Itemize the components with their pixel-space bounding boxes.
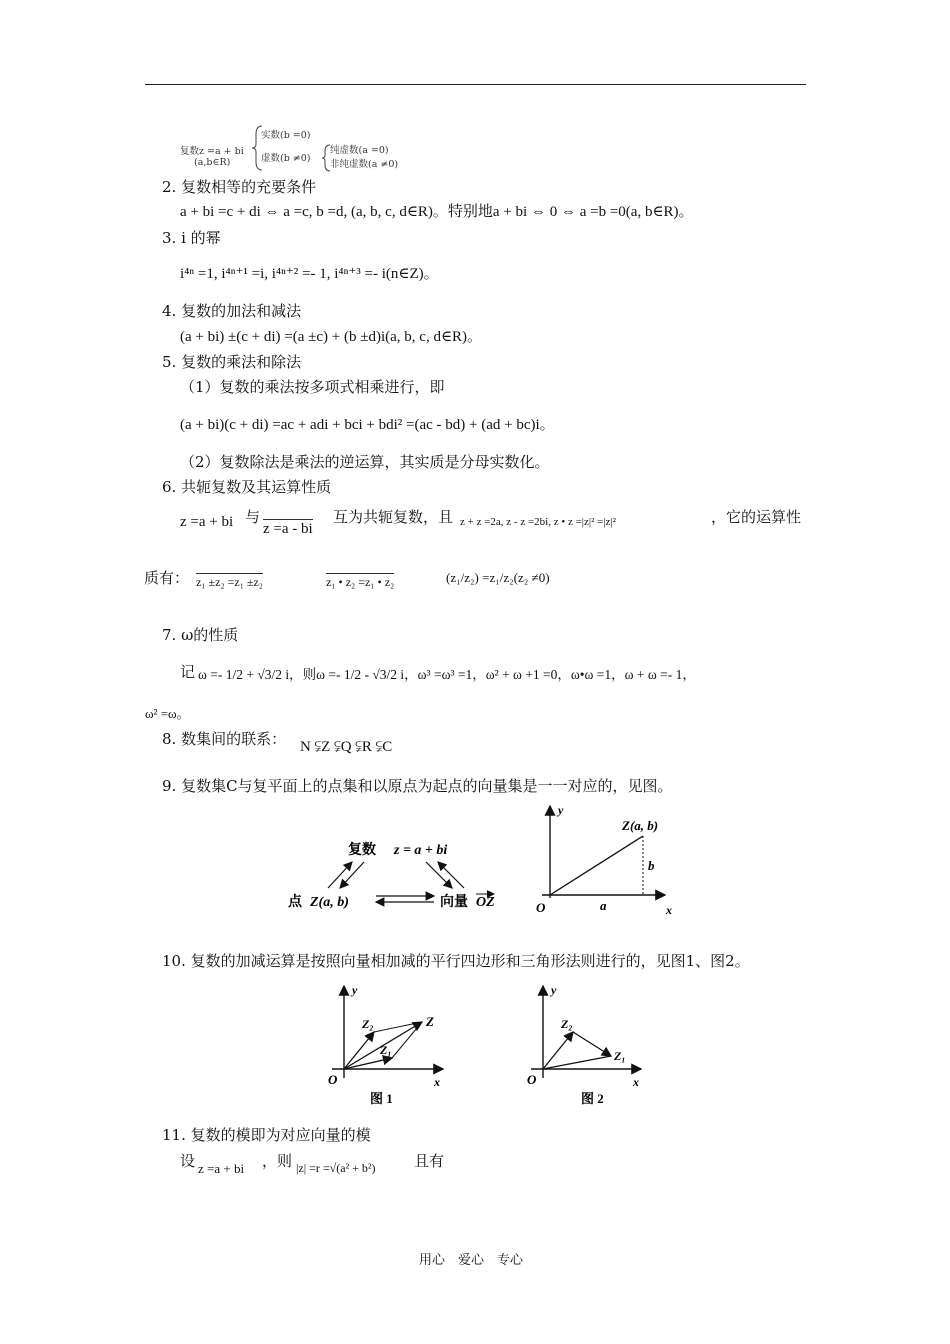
s11-she: 设 xyxy=(180,1152,196,1170)
s8-title: 8. 数集间的联系： xyxy=(162,730,287,748)
s9-correspondence-diagram xyxy=(280,830,510,920)
s2-line: a + bi =c + di ⇔ a =c, b =d, (a, b, c, d∈R)。特别地a + bi ⇔ 0 ⇔ a =b =0(a, b∈R)。 xyxy=(180,204,694,220)
fig1-z1: Z₁ xyxy=(380,1043,392,1057)
s7-ji: 记 xyxy=(180,663,196,681)
s6-props: z + z =2a, z - z =2bi, z • z =|z|² =|z|² xyxy=(460,516,616,528)
s10-figure-1 xyxy=(318,978,458,1110)
s6-rule2: z₁ • z₂ =z₁ • z₂ xyxy=(326,575,395,589)
s6-rule3: (z₁/z₂) =z₁/z₂(z₂ ≠0) xyxy=(446,570,550,585)
fig2-o: O xyxy=(527,1072,537,1087)
s4-title: 4. 复数的加法和减法 xyxy=(162,302,302,320)
s3-title: 3. i 的幂 xyxy=(162,229,221,247)
classify-imag: 虚数(b ≠0) xyxy=(261,153,311,164)
s7-line1: ω =- 1/2 + √3/2 i，则ω =- 1/2 - √3/2 i，ω³ =ω³ =1，ω² + ω +1 =0，ω•ω =1，ω + ω =- 1， xyxy=(198,667,696,682)
s9-zeq: z = a + bi xyxy=(394,843,448,858)
s6-zbar: z =a - bi xyxy=(263,521,313,537)
fig1-y: y xyxy=(352,983,358,997)
s9-arrow-up-right xyxy=(438,862,464,888)
s10-figure-2 xyxy=(515,978,655,1110)
fig2-caption: 图 2 xyxy=(581,1091,604,1106)
fig1-z: Z xyxy=(426,1014,434,1029)
s11-mod: |z| =r =√(a² + b²) xyxy=(296,1161,376,1175)
s10-title: 10. 复数的加减运算是按照向量相加减的平行四边形和三角形法则进行的，见图1、图2。 xyxy=(162,952,750,970)
s9-oz: OZ xyxy=(476,895,495,910)
s9-zab: Z(a, b) xyxy=(310,895,349,910)
fig1-z2: Z₂ xyxy=(362,1017,374,1031)
s6-yu: 与 xyxy=(245,508,261,526)
s9-plot-x: x xyxy=(666,903,672,917)
fig2-x: x xyxy=(633,1075,639,1089)
s6-title: 6. 共轭复数及其运算性质 xyxy=(162,478,332,496)
classify-pure: 纯虚数(a =0) xyxy=(330,145,389,156)
s9-arrow-down-right xyxy=(426,862,452,888)
s5-formula: (a + bi)(c + di) =ac + adi + bci + bdi² =(ac - bd) + (ad + bc)i。 xyxy=(180,417,555,433)
s7-line2: ω² =ω。 xyxy=(145,706,190,721)
s9-plot-y: y xyxy=(558,803,564,817)
fig2-vector-z1 xyxy=(543,1056,611,1069)
s11-title: 11. 复数的模即为对应向量的模 xyxy=(162,1126,371,1144)
fig1-o: O xyxy=(328,1072,338,1087)
s6-tail: ，它的运算性 xyxy=(711,508,802,526)
header-rule xyxy=(145,84,806,85)
fig2-vector-z2 xyxy=(543,1032,573,1069)
s5-p1: （1）复数的乘法按多项式相乘进行，即 xyxy=(180,378,445,396)
s9-vector-oz xyxy=(550,836,643,895)
classify-real: 实数(b =0) xyxy=(261,130,311,141)
s9-complex-plane xyxy=(520,800,690,920)
s9-title: 9. 复数集C与复平面上的点集和以原点为起点的向量集是一一对应的，见图。 xyxy=(162,777,673,795)
s9-plot-a: a xyxy=(600,898,607,913)
s5-p2: （2）复数除法是乘法的逆运算，其实质是分母实数化。 xyxy=(180,453,550,471)
page-footer: 用心 爱心 专心 xyxy=(419,1253,524,1268)
fig1-caption: 图 1 xyxy=(370,1091,393,1106)
s9-fushu: 复数 xyxy=(348,843,376,858)
s11-ze: ，则 xyxy=(262,1152,293,1170)
classify-nonpure: 非纯虚数(a ≠0) xyxy=(330,159,399,170)
s6-z: z =a + bi xyxy=(180,514,234,530)
s11-z: z =a + bi xyxy=(198,1161,245,1176)
s9-plot-b: b xyxy=(648,858,655,873)
s9-arrow-down-left xyxy=(340,862,364,888)
fig1-x: x xyxy=(434,1075,440,1089)
fig2-z1: Z₁ xyxy=(614,1049,626,1063)
s7-title: 7. ω的性质 xyxy=(162,626,239,644)
s3-line: i⁴ⁿ =1, i⁴ⁿ⁺¹ =i, i⁴ⁿ⁺² =- 1, i⁴ⁿ⁺³ =- i(n∈Z)。 xyxy=(180,266,439,282)
fig2-y: y xyxy=(551,983,557,997)
s8-chain: N ⫋Z ⫋Q ⫋R ⫋C xyxy=(300,739,393,755)
fig2-z2: Z₂ xyxy=(561,1017,573,1031)
s11-qie: 且有 xyxy=(414,1152,445,1170)
s6-zhi: 质有： xyxy=(144,569,190,587)
s2-title: 2. 复数相等的充要条件 xyxy=(162,178,317,196)
s9-xiangliang: 向量 xyxy=(440,895,468,910)
classify-left: 复数z =a + bi (a,b∈R) xyxy=(180,146,244,168)
s6-mid: 互为共轭复数，且 xyxy=(333,508,454,526)
s9-plot-o: O xyxy=(536,900,546,915)
s4-line: (a + bi) ±(c + di) =(a ±c) + (b ±d)i(a, b, c, d∈R)。 xyxy=(180,329,483,345)
s9-arrow-up-left xyxy=(328,862,352,888)
s6-rule1: z₁ ±z₂ =z₁ ±z₂ xyxy=(196,575,263,589)
s9-dian: 点 xyxy=(288,895,302,910)
s9-plot-z: Z(a, b) xyxy=(622,818,659,833)
fig2-vector-diff xyxy=(573,1032,611,1056)
s5-title: 5. 复数的乘法和除法 xyxy=(162,353,302,371)
